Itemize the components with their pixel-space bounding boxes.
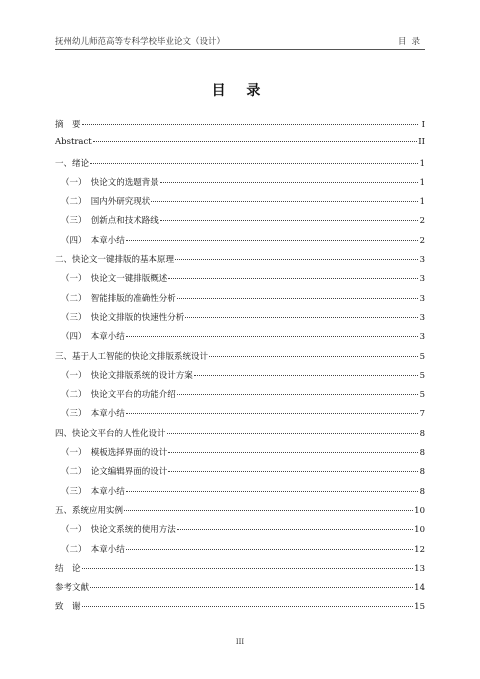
toc-entry-page: 3 [419, 312, 425, 323]
toc-entry[interactable] [55, 234, 425, 253]
toc-entry-page: 8 [419, 428, 425, 439]
toc-dot-leader [90, 163, 418, 164]
table-of-contents [55, 118, 425, 620]
toc-entry[interactable] [55, 485, 425, 504]
toc-entry-label: （一） 快论文排版系统的设计方案 [61, 370, 193, 381]
toc-entry-label: （一） 快论文的选题背景 [61, 177, 159, 188]
toc-entry[interactable] [55, 137, 425, 156]
toc-dot-leader [177, 529, 413, 530]
toc-entry-label: 五、系统应用实例 [55, 505, 124, 516]
toc-dot-leader [82, 606, 414, 607]
toc-entry-page: II [418, 137, 425, 148]
toc-entry[interactable] [55, 350, 425, 369]
toc-entry-page: 5 [419, 390, 425, 401]
toc-dot-leader [90, 587, 413, 588]
toc-entry-label: 参考文献 [55, 583, 90, 594]
toc-entry[interactable] [55, 157, 425, 176]
toc-entry-label: （一） 模板选择界面的设计 [61, 448, 168, 459]
toc-entry-page: 2 [419, 216, 425, 227]
toc-entry-page: 13 [414, 563, 425, 574]
toc-entry-label: （二） 论文编辑界面的设计 [61, 467, 168, 478]
page-number: III [235, 638, 245, 646]
toc-entry[interactable] [55, 253, 425, 272]
toc-entry-page: 2 [419, 235, 425, 246]
toc-dot-leader [168, 278, 418, 279]
toc-entry[interactable] [55, 543, 425, 562]
toc-entry[interactable] [55, 195, 425, 214]
toc-dot-leader [82, 124, 418, 125]
toc-entry-label: （二） 快论文平台的功能介绍 [61, 390, 176, 401]
toc-entry-label: 三、基于人工智能的快论文排版系统设计 [55, 351, 209, 362]
toc-entry-label: 致 谢 [55, 602, 81, 613]
toc-entry[interactable] [55, 581, 425, 600]
toc-dot-leader [126, 240, 418, 241]
toc-entry-label: （四） 本章小结 [61, 235, 125, 246]
toc-dot-leader [82, 568, 414, 569]
toc-entry-page: 3 [419, 255, 425, 266]
toc-entry-label: 摘 要 [55, 120, 81, 130]
toc-entry[interactable] [55, 292, 425, 311]
toc-entry-page: 12 [414, 544, 425, 555]
toc-dot-leader [151, 201, 418, 202]
toc-entry[interactable] [55, 388, 425, 407]
toc-dot-leader [177, 394, 418, 395]
toc-entry[interactable] [55, 523, 425, 542]
toc-dot-leader [93, 141, 418, 142]
toc-dot-leader [168, 471, 418, 472]
toc-entry-label: （二） 智能排版的准确性分析 [61, 293, 176, 304]
toc-entry-page: 10 [414, 505, 425, 516]
toc-entry-label: （三） 创新点和技术路线 [61, 216, 159, 227]
toc-dot-leader [126, 549, 413, 550]
toc-entry-page: 5 [419, 351, 425, 362]
toc-dot-leader [160, 220, 418, 221]
toc-dot-leader [175, 259, 418, 260]
toc-entry-label: （一） 快论文系统的使用方法 [61, 525, 176, 536]
toc-entry-label: 四、快论文平台的人性化设计 [55, 428, 166, 439]
toc-entry-label: （三） 快论文排版的快速性分析 [61, 312, 185, 323]
toc-entry-page: 1 [419, 177, 425, 188]
header-section-title: 目录 [397, 37, 425, 47]
toc-entry-label: （一） 快论文一键排版概述 [61, 274, 168, 285]
toc-entry-label: （二） 本章小结 [61, 544, 125, 555]
toc-dot-leader [194, 375, 418, 376]
toc-entry-page: 8 [419, 486, 425, 497]
toc-dot-leader [177, 298, 418, 299]
toc-dot-leader [124, 510, 413, 511]
toc-entry-page: 14 [414, 583, 425, 594]
toc-entry-label: （三） 本章小结 [61, 486, 125, 497]
toc-dot-leader [126, 413, 418, 414]
toc-entry[interactable] [55, 465, 425, 484]
toc-entry-page: I [421, 120, 425, 130]
toc-entry-page: 5 [419, 370, 425, 381]
toc-entry[interactable] [55, 176, 425, 195]
toc-entry[interactable] [55, 504, 425, 523]
toc-dot-leader [185, 317, 418, 318]
toc-entry-label: （四） 本章小结 [61, 332, 125, 343]
toc-dot-leader [160, 182, 418, 183]
toc-entry-page: 1 [419, 197, 425, 208]
toc-entry-page: 8 [419, 448, 425, 459]
toc-entry[interactable] [55, 214, 425, 233]
toc-entry-page: 3 [419, 332, 425, 343]
toc-entry[interactable] [55, 407, 425, 426]
toc-entry[interactable] [55, 446, 425, 465]
toc-entry-label: （三） 本章小结 [61, 409, 125, 420]
toc-entry-page: 8 [419, 467, 425, 478]
toc-entry[interactable] [55, 600, 425, 619]
toc-dot-leader [209, 356, 418, 357]
toc-entry[interactable] [55, 427, 425, 446]
toc-entry[interactable] [55, 369, 425, 388]
toc-entry-label: 一、绪论 [55, 158, 90, 169]
header-school-title: 抚州幼儿师范高等专科学校毕业论文（设计） [55, 37, 226, 47]
toc-dot-leader [126, 336, 418, 337]
toc-entry[interactable] [55, 562, 425, 581]
toc-entry-label: 结 论 [55, 563, 81, 574]
toc-dot-leader [167, 433, 418, 434]
toc-entry[interactable] [55, 118, 425, 137]
toc-entry[interactable] [55, 311, 425, 330]
running-header [55, 35, 425, 50]
toc-entry-page: 3 [419, 293, 425, 304]
toc-entry[interactable] [55, 330, 425, 349]
toc-entry-page: 1 [419, 158, 425, 169]
toc-dot-leader [126, 491, 418, 492]
toc-entry-page: 15 [414, 602, 425, 613]
toc-entry-page: 7 [419, 409, 425, 420]
toc-dot-leader [168, 452, 418, 453]
toc-entry-page: 10 [414, 525, 425, 536]
toc-entry-page: 3 [419, 274, 425, 285]
page-title: 目 录 [211, 83, 269, 99]
toc-entry-label: 二、快论文一键排版的基本原理 [55, 255, 175, 266]
toc-entry-label: （二） 国内外研究现状 [61, 197, 151, 208]
toc-entry-label: Abstract [55, 137, 92, 148]
toc-entry[interactable] [55, 272, 425, 291]
